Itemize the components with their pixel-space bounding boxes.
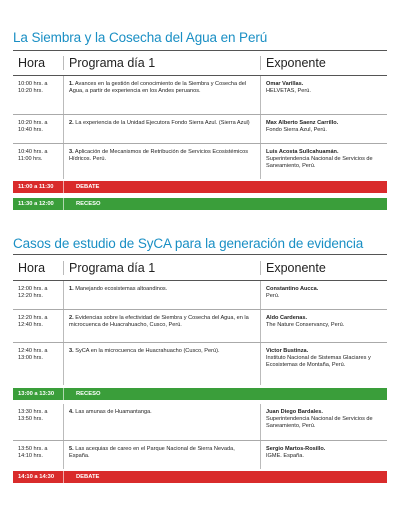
item-text: Las amunas de Huamantanga. — [75, 409, 152, 415]
speaker-name: Luis Acosta Sullcahuamán. — [266, 149, 339, 155]
receso-band — [13, 388, 387, 400]
speaker-org: HELVETAS, Perú. — [266, 88, 311, 94]
row-speaker — [261, 310, 387, 342]
speaker-name: Aldo Cardenas. — [266, 315, 308, 321]
row-program — [64, 281, 261, 309]
speaker-name: Constantino Aucca. — [266, 286, 319, 292]
header-programa: Programa día 1 — [64, 261, 261, 275]
row-speaker — [261, 404, 387, 440]
table-row — [13, 281, 387, 310]
row-time: 12:40 hrs. a 13:00 hrs. — [13, 343, 64, 385]
item-text: SyCA en la microcuenca de Huacrahuacho (Cusco, Perú). — [75, 348, 220, 354]
item-number: 5. — [69, 446, 74, 452]
row-speaker — [261, 441, 387, 469]
header-hora: Hora — [13, 261, 64, 275]
debate-band — [13, 471, 387, 483]
band-label: DEBATE — [76, 474, 100, 480]
item-number: 1. — [69, 81, 74, 87]
table-row — [13, 115, 387, 144]
speaker-name: Omar Varillas. — [266, 81, 304, 87]
speaker-org: Superintendencia Nacional de Servicios de Saneamiento, Perú. — [266, 416, 373, 429]
table-row — [13, 76, 387, 115]
speaker-org: IGME. España. — [266, 453, 304, 459]
row-time: 12:00 hrs. a 12:20 hrs. — [13, 281, 64, 309]
schedule-table-2 — [13, 254, 387, 485]
speaker-org: Superintendencia Nacional de Servicios de Saneamiento, Perú. — [266, 156, 373, 169]
row-program — [64, 404, 261, 440]
table-row — [13, 404, 387, 441]
item-number: 3. — [69, 149, 74, 155]
table-header — [13, 50, 387, 76]
speaker-name: Juan Diego Bardales. — [266, 409, 323, 415]
speaker-org: The Nature Conservancy, Perú. — [266, 322, 345, 328]
item-text: Avances en la gestión del conocimiento de la Siembra y Cosecha del Agua, a partir de experiencia en los Andes peruanos. — [69, 81, 247, 94]
row-speaker — [261, 281, 387, 309]
speaker-name: Max Alberto Saenz Carrillo. — [266, 120, 339, 126]
section-title-siembra-cosecha: La Siembra y la Cosecha del Agua en Perú — [13, 30, 268, 45]
table-row — [13, 310, 387, 343]
speaker-name: Victor Bustinza. — [266, 348, 309, 354]
row-speaker — [261, 115, 387, 143]
band-label: RECESO — [76, 201, 101, 207]
item-text: Las acequias de careo en el Parque Nacional de Sierra Nevada, España. — [69, 446, 235, 459]
row-time: 10:00 hrs. a 10:20 hrs. — [13, 76, 64, 114]
item-number: 2. — [69, 315, 74, 321]
schedule-table-1 — [13, 50, 387, 212]
item-text: Aplicación de Mecanismos de Retribución de Servicios Ecosistémicos Hídricos. Perú. — [69, 149, 249, 162]
table-row — [13, 144, 387, 179]
header-exponente: Exponente — [266, 56, 326, 70]
row-program — [64, 115, 261, 143]
row-time: 13:50 hrs. a 14:10 hrs. — [13, 441, 64, 469]
row-program — [64, 310, 261, 342]
row-time: 13:30 hrs. a 13:50 hrs. — [13, 404, 64, 440]
row-time: 12:20 hrs. a 12:40 hrs. — [13, 310, 64, 342]
item-text: Manejando ecosistemas altoandinos. — [75, 286, 168, 292]
row-program — [64, 441, 261, 469]
speaker-name: Sergio Martos-Rosillo. — [266, 446, 326, 452]
item-number: 1. — [69, 286, 74, 292]
header-exponente: Exponente — [266, 260, 326, 275]
table-header — [13, 254, 387, 281]
band-time: 11:30 a 12:00 — [13, 198, 64, 210]
speaker-org: Fondo Sierra Azul, Perú. — [266, 127, 327, 133]
item-number: 2. — [69, 120, 74, 126]
item-text: Evidencias sobre la efectividad de Siembra y Cosecha del Agua, en la microcuenca de Huacrahuacho, Cusco, Perú. — [69, 315, 249, 328]
band-time: 11:00 a 11:30 — [13, 181, 64, 193]
table-row — [13, 343, 387, 385]
row-program — [64, 144, 261, 179]
band-time: 13:00 a 13:30 — [13, 388, 64, 400]
row-program — [64, 76, 261, 114]
band-label: DEBATE — [76, 184, 100, 190]
row-time: 10:40 hrs. a 11:00 hrs. — [13, 144, 64, 179]
item-text: La experiencia de la Unidad Ejecutora Fondo Sierra Azul. (Sierra Azul) — [75, 120, 250, 126]
band-label: RECESO — [76, 391, 101, 397]
table-row — [13, 441, 387, 469]
header-hora: Hora — [13, 56, 64, 70]
band-time: 14:10 a 14:30 — [13, 471, 64, 483]
header-programa: Programa día 1 — [64, 56, 261, 70]
row-speaker — [261, 343, 387, 385]
speaker-org: Instituto Nacional de Sistemas Glaciares y Ecosistemas de Montaña, Perú. — [266, 355, 371, 368]
row-speaker — [261, 144, 387, 179]
debate-band — [13, 181, 387, 193]
item-number: 4. — [69, 409, 74, 415]
row-speaker — [261, 76, 387, 114]
speaker-org: Perú. — [266, 293, 280, 299]
section-title-casos-estudio: Casos de estudio de SyCA para la generación de evidencia — [13, 236, 364, 251]
receso-band — [13, 198, 387, 210]
item-number: 3. — [69, 348, 74, 354]
row-program — [64, 343, 261, 385]
row-time: 10:20 hrs. a 10:40 hrs. — [13, 115, 64, 143]
